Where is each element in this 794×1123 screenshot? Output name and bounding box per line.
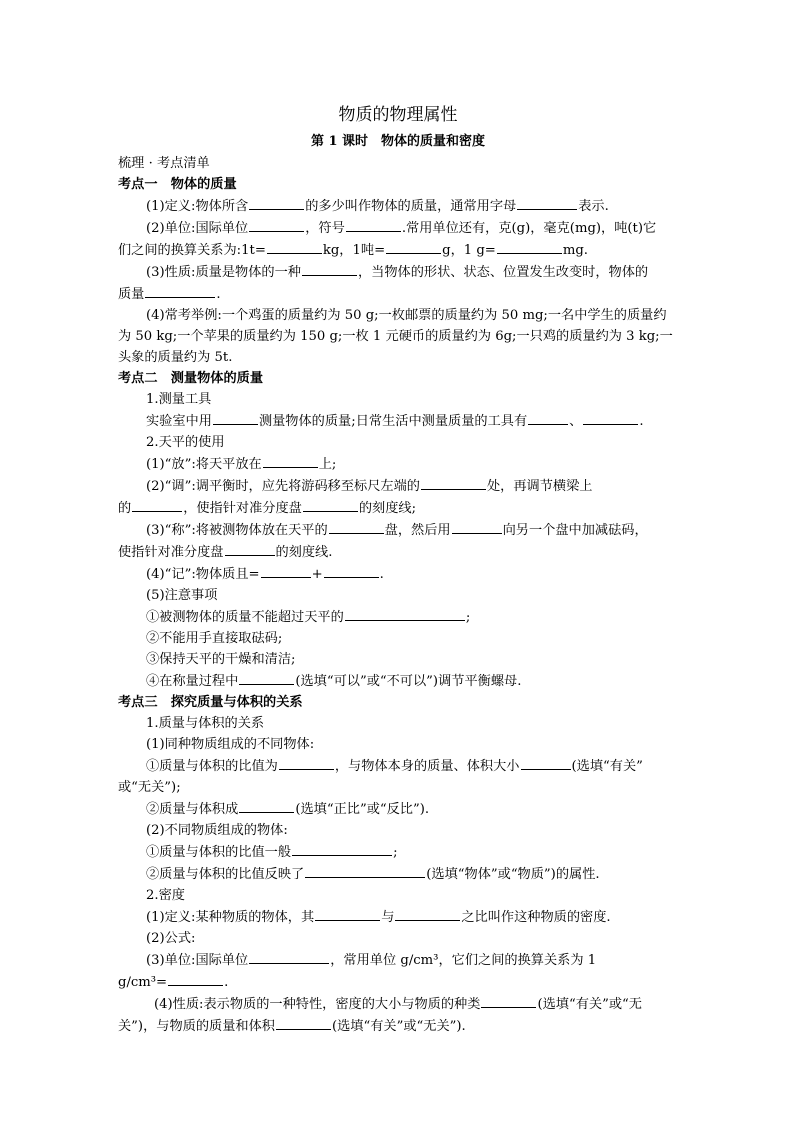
- blank[interactable]: [239, 670, 294, 685]
- blank[interactable]: [302, 261, 357, 276]
- blank[interactable]: [346, 217, 401, 232]
- balance-usage-heading: 2.天平的使用: [146, 435, 225, 450]
- density-unit-cont: g/cm³= .: [118, 971, 678, 993]
- blank[interactable]: [225, 541, 275, 556]
- density-unit: (3)单位:国际单位 ，常用单位 g/cm³，它们之间的换算关系为 1: [118, 949, 678, 971]
- blank[interactable]: [583, 410, 638, 425]
- blank[interactable]: [386, 239, 441, 254]
- density-heading: 2.密度: [146, 888, 185, 903]
- point-2-heading: 考点二 测量物体的质量: [118, 371, 264, 386]
- blank[interactable]: [261, 563, 311, 578]
- mass-definition: (1)定义:物体所含 的多少叫作物体的质量，通常用字母 表示.: [118, 195, 678, 217]
- blank[interactable]: [276, 1015, 331, 1030]
- different-substance-1: ①质量与体积的比值一般 ;: [118, 841, 678, 863]
- worksheet-page: [118, 102, 678, 1037]
- same-substance-2: ②质量与体积成 (选填“正比”或“反比”).: [118, 798, 678, 820]
- blank[interactable]: [267, 239, 322, 254]
- point-1-heading: 考点一 物体的质量: [118, 177, 237, 192]
- note-4: ④在称量过程中 (选填“可以”或“不可以”)调节平衡螺母.: [118, 670, 678, 692]
- mass-property-cont: 质量 .: [118, 283, 678, 305]
- blank[interactable]: [421, 475, 486, 490]
- blank[interactable]: [292, 841, 392, 856]
- blank[interactable]: [481, 993, 536, 1008]
- balance-weigh-cont: 使指针对准分度盘 的刻度线.: [118, 541, 678, 563]
- balance-weigh: (3)“称”:将被测物体放在天平的 盘，然后用 向另一个盘中加减砝码，: [118, 519, 678, 541]
- same-substance: (1)同种物质组成的不同物体:: [146, 737, 315, 752]
- page-title: 物质的物理属性: [338, 105, 458, 125]
- blank[interactable]: [521, 755, 571, 770]
- note-3: ③保持天平的干燥和清洁;: [146, 652, 296, 667]
- mass-property: (3)性质:质量是物体的一种 ，当物体的形状、状态、位置发生改变时，物体的: [118, 261, 678, 283]
- mass-examples-cont: 为 50 kg;一个苹果的质量约为 150 g;一枚 1 元硬币的质量约为 6g;一只鸡的质量约为 3 kg;一: [118, 329, 673, 344]
- balance-adjust-cont: 的 ，使指针对准分度盘 的刻度线;: [118, 497, 678, 519]
- blank[interactable]: [213, 410, 258, 425]
- blank[interactable]: [517, 195, 577, 210]
- mass-examples: (4)常考举例:一个鸡蛋的质量约为 50 g;一枚邮票的质量约为 50 mg;一名中学生的质量约: [146, 308, 667, 323]
- balance-place: (1)“放”:将天平放在 上;: [118, 453, 678, 475]
- same-substance-1: ①质量与体积的比值为 ，与物体本身的质量、体积大小 (选填“有关”: [118, 755, 678, 777]
- blank[interactable]: [279, 755, 334, 770]
- tools-heading: 1.测量工具: [146, 392, 212, 407]
- tools-line: 实验室中用 测量物体的质量;日常生活中测量质量的工具有 、 .: [118, 410, 678, 432]
- blank[interactable]: [249, 217, 304, 232]
- blank[interactable]: [263, 453, 318, 468]
- blank[interactable]: [239, 798, 294, 813]
- blank[interactable]: [249, 949, 329, 964]
- blank[interactable]: [395, 906, 460, 921]
- blank[interactable]: [345, 606, 465, 621]
- density-formula: (2)公式:: [146, 931, 196, 946]
- blank[interactable]: [249, 195, 304, 210]
- density-property-cont: 关”)，与物质的质量和体积 (选填“有关”或“无关”).: [118, 1015, 678, 1037]
- lesson-subtitle: 第 1 课时 物体的质量和密度: [310, 134, 486, 149]
- balance-adjust: (2)“调”:调平衡时，应先将游码移至标尺左端的 处，再调节横梁上: [118, 475, 678, 497]
- mass-unit: (2)单位:国际单位 ，符号 .常用单位还有，克(g)，毫克(mg)，吨(t)它: [118, 217, 678, 239]
- blank[interactable]: [452, 519, 502, 534]
- note-1: ①被测物体的质量不能超过天平的 ;: [118, 606, 678, 628]
- density-property: (4)性质:表示物质的一种特性，密度的大小与物质的种类 (选填“有关”或“无: [118, 993, 678, 1015]
- blank[interactable]: [528, 410, 568, 425]
- mass-examples-end: 头象的质量约为 5t.: [118, 350, 233, 365]
- different-substance-2: ②质量与体积的比值反映了 (选填“物体”或“物质”)的属性.: [118, 863, 678, 885]
- section-label: 梳理 · 考点清单: [118, 156, 210, 171]
- blank[interactable]: [305, 863, 425, 878]
- blank[interactable]: [497, 239, 562, 254]
- blank[interactable]: [168, 971, 223, 986]
- different-substance: (2)不同物质组成的物体:: [146, 823, 288, 838]
- density-definition: (1)定义:某种物质的物体，其 与 之比叫作这种物质的密度.: [118, 906, 678, 928]
- mass-volume-heading: 1.质量与体积的关系: [146, 716, 265, 731]
- point-3-heading: 考点三 探究质量与体积的关系: [118, 695, 303, 710]
- blank[interactable]: [315, 906, 380, 921]
- blank[interactable]: [132, 497, 182, 512]
- note-2: ②不能用手直接取砝码;: [146, 631, 283, 646]
- mass-unit-conversion: 们之间的换算关系为:1t= kg，1吨= g，1 g= mg.: [118, 239, 678, 261]
- notes-heading: (5)注意事项: [146, 588, 218, 603]
- blank[interactable]: [324, 563, 379, 578]
- blank[interactable]: [329, 519, 384, 534]
- same-substance-1-cont: 或“无关”);: [118, 780, 181, 795]
- blank[interactable]: [303, 497, 358, 512]
- blank[interactable]: [145, 283, 215, 298]
- balance-record: (4)“记”:物体质且= + .: [118, 563, 678, 585]
